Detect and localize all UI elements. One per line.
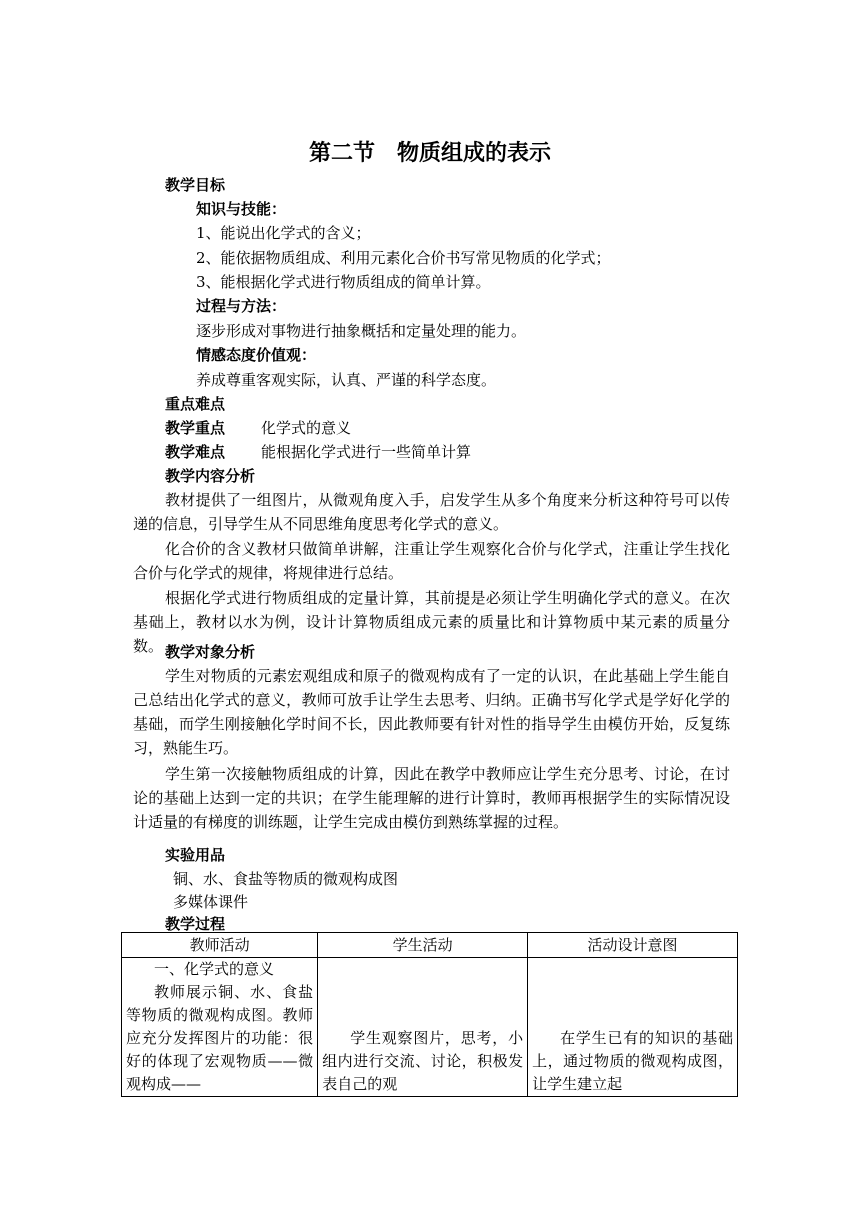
column-header-teacher: 教师活动 [122,933,318,958]
content-paragraph-1: 教材提供了一组图片，从微观角度入手，启发学生从多个角度来分析这种符号可以传递的信息，引导学生从不同思维角度思考化学式的意义。 [133,491,730,533]
knowledge-item-3: 3、能根据化学式进行物质组成的简单计算。 [196,273,491,291]
process-method-text: 逐步形成对事物进行抽象概括和定量处理的能力。 [196,322,527,340]
difficulty-text: 能根据化学式进行一些简单计算 [261,443,472,461]
materials-item-2: 多媒体课件 [173,893,249,911]
emotion-text: 养成尊重客观实际，认真、严谨的科学态度。 [196,371,497,389]
teacher-activity-cell [122,958,318,1097]
design-intent-text: 在学生已有的知识的基础上，通过物质的微观构成图，让学生建立起 [532,1029,733,1093]
content-analysis-heading: 教学内容分析 [165,467,256,485]
student-activity-cell [318,958,528,1097]
content-paragraph-2: 化合价的含义教材只做简单讲解，注重让学生观察化合价与化学式，注重让学生找化合价与化学式的规律，将规律进行总结。 [133,540,730,582]
page-title: 第二节 物质组成的表示 [308,141,551,166]
knowledge-heading: 知识与技能： [196,200,287,218]
design-intent-cell [528,958,738,1097]
materials-heading: 实验用品 [165,846,226,864]
knowledge-item-2: 2、能依据物质组成、利用元素化合价书写常见物质的化学式； [196,249,611,267]
key-points-heading: 重点难点 [165,395,226,413]
objectives-heading: 教学目标 [165,176,226,194]
teacher-activity-text: 教师展示铜、水、食盐等物质的微观构成图。教师应充分发挥图片的功能：很好的体现了宏观物质——微观构成—— [126,983,314,1093]
student-activity-text: 学生观察图片，思考，小组内进行交流、讨论，积极发表自己的观 [322,1029,524,1093]
student-paragraph-1: 学生对物质的元素宏观组成和原子的微观构成有了一定的认识，在此基础上学生能自己总结出化学式的意义，教师可放手让学生去思考、归纳。正确书写化学式是学好化学的基础，而学生刚接触化学时间不长，因此教师要有针对性的指导学生由模仿开始，反复练习，熟能生巧。 [133,667,730,757]
column-header-design: 活动设计意图 [528,933,738,958]
column-header-student: 学生活动 [318,933,528,958]
teaching-process-table [121,932,738,1097]
difficulty-label: 教学难点 [165,443,226,461]
table-header-row [122,933,738,958]
emotion-heading: 情感态度价值观： [196,346,317,364]
materials-item-1: 铜、水、食盐等物质的微观构成图 [173,870,399,888]
student-paragraph-2: 学生第一次接触物质组成的计算，因此在教学中教师应让学生充分思考、讨论，在讨论的基础上达到一定的共识；在学生能理解的进行计算时，教师再根据学生的实际情况设计适量的有梯度的训练题，让学生完成由模仿到熟练掌握的过程。 [133,765,730,831]
teacher-activity-heading: 一、化学式的意义 [154,960,275,978]
student-analysis-heading: 教学对象分析 [165,643,256,661]
process-method-heading: 过程与方法： [196,297,287,315]
focus-label: 教学重点 [165,419,226,437]
focus-text: 化学式的意义 [261,419,352,437]
process-heading: 教学过程 [165,915,226,933]
content-paragraph-3: 根据化学式进行物质组成的定量计算，其前提是必须让学生明确化学式的意义。在次基础上，教材以水为例，设计计算物质组成元素的质量比和计算物质中某元素的质量分数。 [133,589,730,655]
table-row [122,958,738,1097]
knowledge-item-1: 1、能说出化学式的含义； [196,224,371,242]
